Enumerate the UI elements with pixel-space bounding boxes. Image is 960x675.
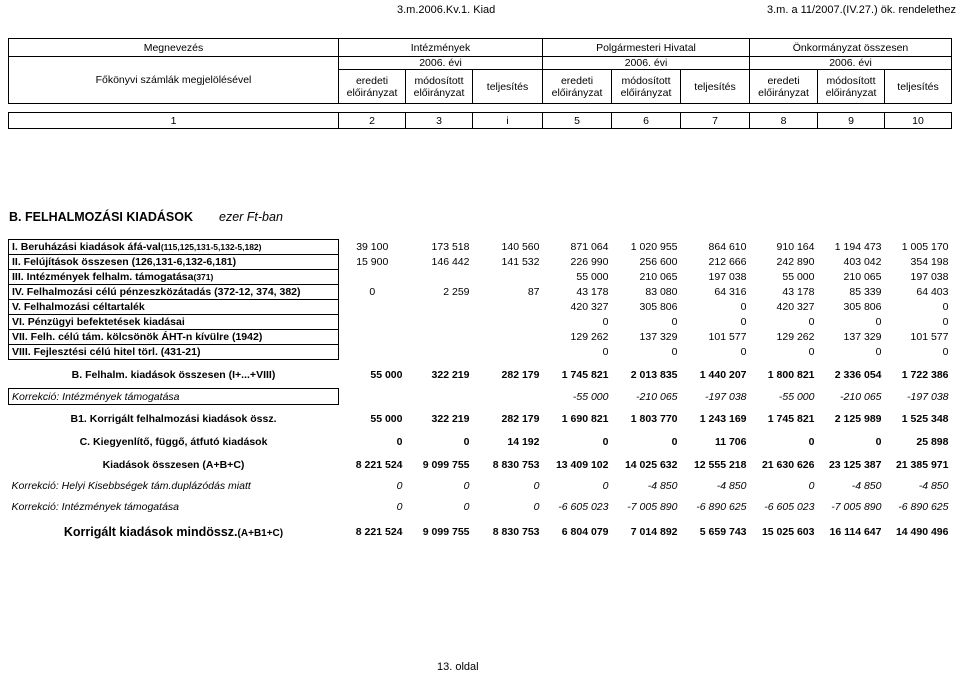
value-cell: 210 065 — [639, 271, 678, 283]
value-cell: 101 577 — [910, 331, 949, 343]
value-cell: 0 — [875, 316, 882, 328]
document-reference: 3.m.2006.Kv.1. Kiad — [397, 4, 496, 16]
value-cell: 55 000 — [782, 271, 815, 283]
page-number: 13. oldal — [437, 661, 479, 673]
value-cell: 0 — [533, 480, 540, 492]
value-cell: 197 038 — [910, 271, 949, 283]
value-cell: 2 125 989 — [834, 413, 882, 425]
value-cell: 0 — [463, 436, 470, 448]
value-cell: -55 000 — [572, 390, 609, 403]
row-label — [9, 270, 339, 285]
performance-header: teljesítés — [473, 70, 543, 104]
header-line: előirányzat — [825, 86, 877, 99]
value-cell: -7 005 890 — [831, 501, 882, 513]
column-number: 10 — [885, 113, 952, 129]
value-cell: 403 042 — [843, 256, 882, 268]
value-cell: 322 219 — [431, 369, 470, 381]
column-number: 7 — [681, 113, 750, 129]
value-cell: 0 — [875, 436, 882, 448]
row-label-text: Korrekció: Intézmények támogatása — [12, 390, 180, 403]
value-cell: 23 125 387 — [828, 459, 882, 471]
table-row — [9, 255, 952, 270]
row-label-text: VI. Pénzügyi befektetések kiadásai — [12, 316, 185, 328]
header-line: előirányzat — [413, 86, 465, 99]
value-cell: -197 038 — [705, 390, 747, 403]
value-cell: 282 179 — [501, 369, 540, 381]
row-label-text: III. Intézmények felhalm. támogatása — [12, 271, 194, 283]
value-cell: 322 219 — [431, 413, 470, 425]
column-number: 8 — [750, 113, 818, 129]
value-cell: 871 064 — [570, 241, 609, 253]
value-cell — [339, 300, 406, 315]
table-row — [9, 366, 952, 384]
row-label — [9, 521, 339, 543]
value-cell: 1 745 821 — [767, 413, 815, 425]
table-row — [9, 521, 952, 543]
value-cell: 25 898 — [916, 436, 949, 448]
value-cell: 420 327 — [776, 301, 815, 313]
regulation-reference: 3.m. a 11/2007.(IV.27.) ök. rendelethez — [767, 4, 956, 16]
value-cell: 1 440 207 — [699, 369, 747, 381]
value-cell: 12 555 218 — [693, 459, 747, 471]
header-line: előirányzat — [346, 86, 398, 99]
value-cell: 1 803 770 — [630, 413, 678, 425]
header-line: eredeti — [767, 74, 800, 87]
header-line: előirányzat — [620, 86, 672, 99]
table-row — [9, 300, 952, 315]
value-cell: -4 850 — [918, 480, 949, 492]
table-row — [9, 498, 952, 516]
year-label: 2006. évi — [339, 57, 543, 70]
value-cell: 2 336 054 — [834, 369, 882, 381]
row-label-code: (115,125,131-5,132-5,182) — [160, 242, 262, 252]
value-cell: 305 806 — [843, 301, 882, 313]
row-label — [9, 240, 339, 255]
row-label — [9, 330, 339, 345]
ledger-column-header: Főkönyvi számlák megjelölésével — [9, 57, 339, 104]
value-cell: 9 099 755 — [422, 459, 470, 471]
value-cell: 0 — [942, 316, 949, 328]
value-cell: 64 316 — [714, 286, 747, 298]
value-cell: 140 560 — [501, 241, 540, 253]
value-cell: -6 890 625 — [898, 501, 949, 513]
header-line: előirányzat — [551, 86, 603, 99]
table-row — [9, 315, 952, 330]
value-cell: 14 490 496 — [895, 526, 949, 538]
value-cell: 0 — [671, 316, 678, 328]
year-label: 2006. évi — [750, 57, 952, 70]
value-cell — [473, 389, 543, 405]
original-budget-header — [543, 70, 612, 104]
value-cell: 8 221 524 — [355, 459, 403, 471]
value-cell: 0 — [602, 480, 609, 492]
value-cell: 83 080 — [645, 286, 678, 298]
table-row — [9, 330, 952, 345]
value-cell: 16 114 647 — [829, 526, 882, 538]
row-label — [9, 285, 339, 300]
value-cell: 137 329 — [639, 331, 678, 343]
value-cell: -6 605 023 — [558, 501, 609, 513]
value-cell: 146 442 — [431, 256, 470, 268]
group-header-institutions: Intézmények — [339, 39, 543, 57]
original-budget-header — [750, 70, 818, 104]
row-label-text: Korrekció: Intézmények támogatása — [11, 501, 179, 513]
value-cell — [339, 330, 406, 345]
column-number: 6 — [612, 113, 681, 129]
value-cell: 0 — [740, 301, 747, 313]
group-header-mayors-office: Polgármesteri Hivatal — [543, 39, 750, 57]
value-cell: -7 005 890 — [627, 501, 678, 513]
header-line: eredeti — [560, 74, 594, 87]
value-cell: 21 630 626 — [761, 459, 815, 471]
value-cell: 0 — [942, 301, 949, 313]
row-label-code: (371) — [193, 272, 214, 282]
modified-budget-header — [406, 70, 473, 104]
value-cell: -4 850 — [716, 480, 747, 492]
value-cell: -197 038 — [907, 390, 949, 403]
value-cell: 0 — [602, 316, 609, 328]
value-cell: 21 385 971 — [895, 459, 949, 471]
value-cell: 0 — [671, 436, 678, 448]
table-row — [9, 433, 952, 451]
value-cell — [406, 389, 473, 405]
value-cell: 0 — [463, 480, 470, 492]
value-cell: 1 005 170 — [901, 241, 949, 253]
value-cell: 0 — [808, 480, 815, 492]
value-cell: 129 262 — [570, 331, 609, 343]
row-label — [9, 255, 339, 270]
header-line: módosított — [414, 74, 464, 87]
column-number: 1 — [9, 113, 339, 129]
value-cell: 0 — [808, 316, 815, 328]
value-cell: -6 605 023 — [764, 501, 815, 513]
value-cell: 137 329 — [843, 331, 882, 343]
modified-budget-header — [818, 70, 885, 104]
value-cell — [406, 315, 473, 330]
row-label — [9, 456, 339, 474]
column-number: 9 — [818, 113, 885, 129]
value-cell: 210 065 — [843, 271, 882, 283]
row-label — [9, 498, 339, 516]
header-line: előirányzat — [758, 86, 809, 99]
original-budget-header — [339, 70, 406, 104]
row-label-text: VIII. Fejlesztési célú hitel törl. (431-21) — [12, 346, 201, 358]
row-label-text: Korrekció: Helyi Kisebbségek tám.duplázódás miatt — [11, 480, 251, 492]
column-number: 3 — [406, 113, 473, 129]
column-number: i — [473, 113, 543, 129]
value-cell: 55 000 — [370, 413, 403, 425]
value-cell: 64 403 — [916, 286, 949, 298]
row-label — [9, 366, 339, 384]
value-cell: -6 890 625 — [696, 501, 747, 513]
value-cell: 1 690 821 — [561, 413, 609, 425]
value-cell: 0 — [369, 286, 376, 298]
value-cell: 1 722 386 — [901, 369, 949, 381]
value-cell: 2 013 835 — [630, 369, 678, 381]
header-line: eredeti — [355, 74, 389, 87]
value-cell: 8 830 753 — [492, 526, 540, 538]
value-cell: 0 — [740, 346, 747, 358]
row-label-text: IV. Felhalmozási célú pénzeszközátadás (372-12, 374, 382) — [12, 286, 301, 298]
value-cell: 0 — [602, 436, 609, 448]
value-cell — [406, 270, 473, 285]
value-cell: 8 221 524 — [355, 526, 403, 538]
value-cell: 197 038 — [708, 271, 747, 283]
value-cell — [406, 330, 473, 345]
value-cell: -4 850 — [647, 480, 678, 492]
row-label — [9, 300, 339, 315]
value-cell: 43 178 — [576, 286, 609, 298]
value-cell: 101 577 — [708, 331, 747, 343]
value-cell: 39 100 — [356, 241, 389, 253]
value-cell: 0 — [875, 346, 882, 358]
value-cell — [339, 315, 406, 330]
value-cell: 43 178 — [782, 286, 815, 298]
table-row — [9, 456, 952, 474]
header-line: módosított — [621, 74, 671, 87]
value-cell — [339, 270, 406, 285]
value-cell — [473, 345, 543, 360]
value-cell: 5 659 743 — [699, 526, 747, 538]
header-table — [8, 38, 952, 129]
value-cell: 8 830 753 — [492, 459, 540, 471]
value-cell — [473, 300, 543, 315]
value-cell — [339, 345, 406, 360]
value-cell: -210 065 — [840, 390, 882, 403]
value-cell: 910 164 — [776, 241, 815, 253]
performance-header: teljesítés — [885, 70, 952, 104]
expenditure-table — [8, 239, 952, 543]
table-row — [9, 389, 952, 405]
row-label-text: Kiadások összesen (A+B+C) — [102, 459, 245, 471]
row-label-text: I. Beruházási kiadások áfá-val — [12, 241, 161, 253]
value-cell: 0 — [396, 436, 403, 448]
value-cell: 1 745 821 — [561, 369, 609, 381]
performance-header: teljesítés — [681, 70, 750, 104]
row-label-text: II. Felújítások összesen (126,131-6,132-6,181) — [12, 256, 237, 268]
value-cell: 226 990 — [570, 256, 609, 268]
value-cell: -55 000 — [778, 390, 815, 403]
value-cell: 14 025 632 — [624, 459, 678, 471]
table-row — [9, 270, 952, 285]
value-cell: 1 525 348 — [901, 413, 949, 425]
value-cell: 129 262 — [776, 331, 815, 343]
value-cell: 15 900 — [356, 256, 389, 268]
value-cell: 173 518 — [431, 241, 470, 253]
row-label-text: B1. Korrigált felhalmozási kiadások össz. — [70, 413, 277, 425]
modified-budget-header — [612, 70, 681, 104]
value-cell: 864 610 — [708, 241, 747, 253]
value-cell — [406, 345, 473, 360]
value-cell: 0 — [463, 501, 470, 513]
value-cell — [473, 315, 543, 330]
row-label-text: B. Felhalm. kiadások összesen (I+...+VIII) — [71, 369, 276, 381]
value-cell: 14 192 — [507, 436, 540, 448]
row-label-text: C. Kiegyenlítő, függő, átfutó kiadások — [79, 436, 268, 448]
table-row — [9, 345, 952, 360]
name-column-header: Megnevezés — [9, 39, 339, 57]
value-cell: 256 600 — [639, 256, 678, 268]
value-cell: 2 259 — [443, 286, 470, 298]
value-cell: 0 — [671, 346, 678, 358]
value-cell: 0 — [808, 436, 815, 448]
value-cell: 420 327 — [570, 301, 609, 313]
table-row — [9, 410, 952, 428]
value-cell: 0 — [942, 346, 949, 358]
value-cell: 242 890 — [776, 256, 815, 268]
table-row — [9, 477, 952, 495]
row-label — [9, 433, 339, 451]
value-cell — [406, 300, 473, 315]
value-cell: 0 — [396, 480, 403, 492]
value-cell: 282 179 — [501, 413, 540, 425]
value-cell: 6 804 079 — [561, 526, 609, 538]
table-row — [9, 240, 952, 255]
row-label — [9, 410, 339, 428]
unit-label: ezer Ft-ban — [219, 210, 283, 224]
value-cell: 1 800 821 — [767, 369, 815, 381]
row-label — [9, 315, 339, 330]
value-cell: 305 806 — [639, 301, 678, 313]
row-label-code: (A+B1+C) — [237, 528, 284, 539]
value-cell: 141 532 — [501, 256, 540, 268]
row-label — [9, 389, 339, 405]
value-cell: 55 000 — [576, 271, 609, 283]
value-cell: 1 194 473 — [834, 241, 882, 253]
value-cell: -4 850 — [851, 480, 882, 492]
value-cell: 87 — [527, 286, 540, 298]
value-cell: 13 409 102 — [555, 459, 609, 471]
row-label — [9, 477, 339, 495]
value-cell: 1 020 955 — [630, 241, 678, 253]
group-header-municipality-total: Önkormányzat összesen — [750, 39, 952, 57]
column-number: 2 — [339, 113, 406, 129]
value-cell: 55 000 — [370, 369, 403, 381]
value-cell: 0 — [396, 501, 403, 513]
value-cell: 0 — [740, 316, 747, 328]
section-title: B. FELHALMOZÁSI KIADÁSOK — [9, 210, 194, 224]
value-cell — [473, 270, 543, 285]
value-cell: 0 — [808, 346, 815, 358]
value-cell: 212 666 — [708, 256, 747, 268]
value-cell: -210 065 — [636, 390, 678, 403]
value-cell — [339, 389, 406, 405]
value-cell: 85 339 — [849, 286, 882, 298]
value-cell: 0 — [602, 346, 609, 358]
header-line: módosított — [826, 74, 876, 87]
table-row — [9, 285, 952, 300]
value-cell: 354 198 — [910, 256, 949, 268]
value-cell: 1 243 169 — [699, 413, 747, 425]
value-cell: 11 706 — [714, 436, 747, 448]
row-label-text: Korrigált kiadások mindössz. — [63, 525, 238, 539]
row-label-text: V. Felhalmozási céltartalék — [12, 301, 145, 313]
column-number: 5 — [543, 113, 612, 129]
year-label: 2006. évi — [543, 57, 750, 70]
value-cell: 9 099 755 — [422, 526, 470, 538]
row-label-text: VII. Felh. célú tám. kölcsönök ÁHT-n kívülre (1942) — [12, 331, 263, 343]
value-cell: 15 025 603 — [761, 526, 815, 538]
value-cell: 0 — [533, 501, 540, 513]
value-cell: 7 014 892 — [630, 526, 678, 538]
row-label — [9, 345, 339, 360]
value-cell — [473, 330, 543, 345]
